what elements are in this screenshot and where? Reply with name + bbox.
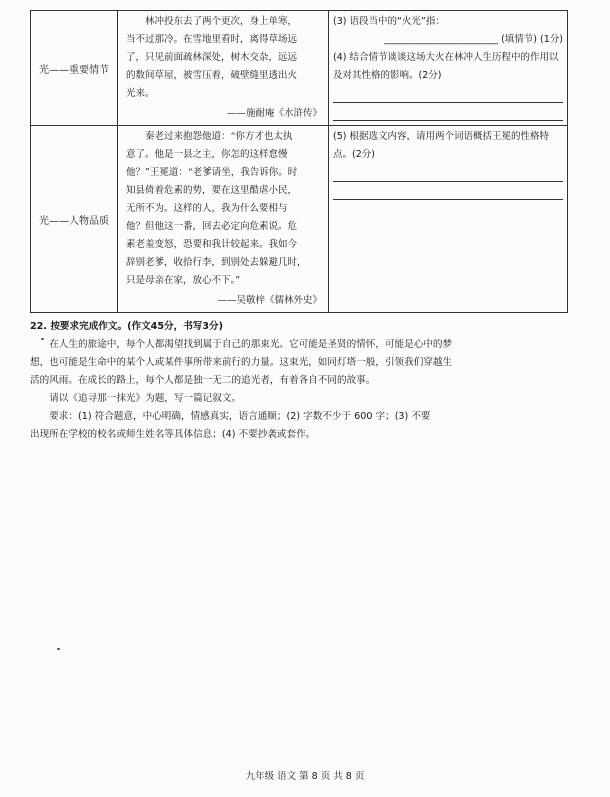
table-row: [31, 126, 568, 313]
question-cell: [329, 126, 568, 313]
scan-speck: [41, 338, 44, 340]
passage-line: 素老羞变怒，恐要和我计较起来。我如今: [126, 239, 298, 250]
passage-source: ——吴敬梓《儒林外史》: [217, 295, 322, 306]
passage-source: ——施耐庵《水浒传》: [226, 108, 322, 119]
reading-table: [30, 10, 568, 313]
essay-prompt-line: 在人生的旅途中，每个人都渴望找到属于自己的那束光。它可能是圣贤的情怀，可能是心中的梦: [49, 339, 453, 350]
essay-requirements: 要求：(1) 符合题意，中心明确，情感真实，语言通顺；(2) 字数不少于 600 字；(3) 不要: [49, 411, 431, 422]
essay-title-instruction: 请以《追寻那一抹光》为题，写一篇记叙文。: [49, 393, 242, 404]
essay-prompt-line: 想，也可能是生命中的某个人或某件事所带来前行的力量。这束光，如同灯塔一般，引领我们穿越生: [30, 357, 453, 368]
answer-line[interactable]: [333, 184, 563, 200]
essay-section: [30, 318, 575, 444]
passage-line: 光来。: [126, 88, 155, 99]
passage-rulin: [118, 126, 329, 313]
question-3: (3) 语段当中的“火光”指：: [333, 16, 445, 27]
passage-line: 知县倚着危素的势，要在这里酷虐小民，: [126, 185, 298, 196]
passage-line: 无所不为。这样的人，我为什么要相与: [126, 203, 288, 214]
passage-line: 他？”王冕道：“老爹请坐，我告诉你。时: [126, 167, 298, 178]
question-4: (4) 结合情节谈谈这场大火在林冲人生历程中的作用以及对其性格的影响。(2分): [333, 52, 559, 81]
passage-line: 的数间草屋，被雪压着，破壁缝里透出火: [126, 70, 298, 81]
question-cell: [329, 11, 568, 126]
question-3-answer-line[interactable]: ________________________ (填情节) (1分): [384, 34, 563, 45]
essay-heading: 22. 按要求完成作文。(作文45分，书写3分): [30, 321, 224, 332]
passage-line: 了，只见前面疏林深处，树木交杂，远远: [126, 52, 298, 63]
essay-prompt-line: 活的风雨。在成长的路上，每个人都是独一无二的追光者，有着各自不同的故事。: [30, 375, 376, 386]
row-label: 光——人物品质: [31, 126, 118, 313]
row-label: 光——重要情节: [31, 11, 118, 126]
scan-speck: [57, 648, 60, 650]
passage-line: 只是母亲在家，放心不下。”: [126, 275, 241, 286]
passage-line: 林冲投东去了两个更次，身上单寒，: [145, 16, 298, 27]
passage-line: 他？但他这一番，回去必定向危素说。危: [126, 221, 298, 232]
answer-line[interactable]: [333, 166, 563, 182]
passage-shuihu: [118, 11, 329, 126]
passage-line: 秦老过来抱怨他道：“你方才也太执: [145, 131, 293, 142]
passage-line: 意了。他是一县之主，你怎的这样怠慢: [126, 149, 288, 160]
table-row: [31, 11, 568, 126]
passage-line: 辞别老爹，收拾行李，到别处去躲避几时，: [126, 257, 307, 268]
essay-requirements: 出现所在学校的校名或师生姓名等具体信息；(4) 不要抄袭或套作。: [30, 429, 316, 440]
question-5: (5) 根据选文内容，请用两个词语概括王冕的性格特点。(2分): [333, 131, 549, 160]
answer-line[interactable]: [333, 87, 563, 103]
answer-line[interactable]: [333, 105, 563, 121]
passage-line: 当不过那冷。在雪地里看时，离得草场远: [126, 34, 298, 45]
page-footer: 九年级 语文 第 8 页 共 8 页: [245, 771, 365, 782]
